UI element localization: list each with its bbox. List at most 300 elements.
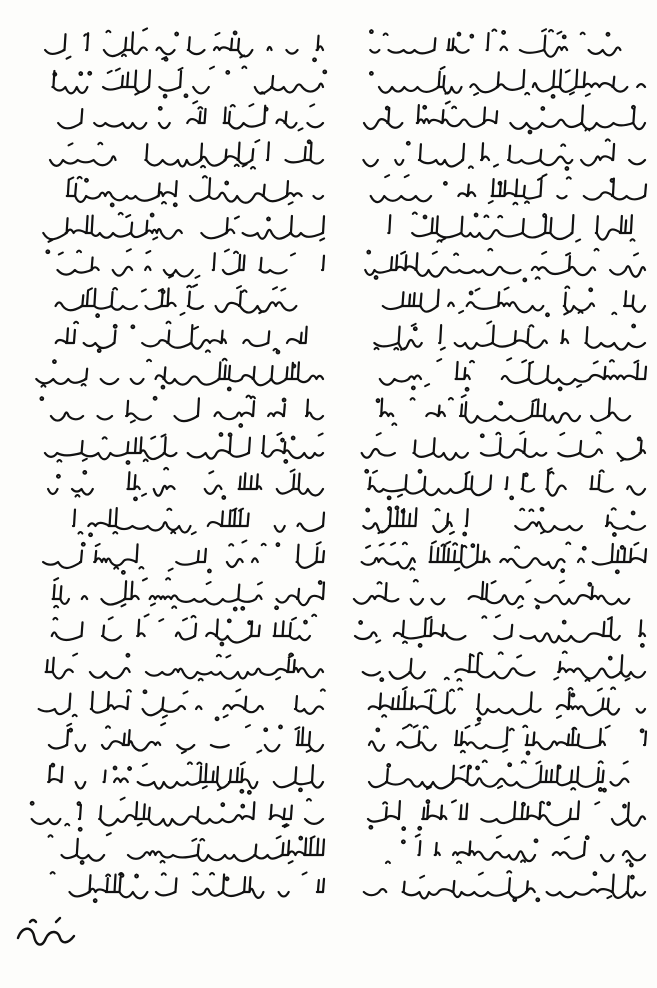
diacritic-mark: [427, 616, 431, 618]
diacritic-mark: [162, 291, 165, 294]
diacritic-mark: [127, 654, 130, 657]
diacritic-mark: [370, 30, 373, 33]
diacritic-mark: [471, 545, 474, 548]
diacritic-mark: [151, 214, 154, 217]
diacritic-mark: [387, 764, 390, 767]
diacritic-mark: [225, 249, 229, 251]
diacritic-mark: [161, 861, 165, 863]
diacritic-mark: [377, 433, 381, 435]
diacritic-mark: [48, 835, 52, 837]
diacritic-mark: [494, 164, 498, 166]
handwriting-stroke: [365, 398, 630, 422]
diacritic-mark: [171, 531, 175, 533]
diacritic-mark: [164, 94, 167, 97]
diacritic-mark: [450, 532, 454, 534]
diacritic-mark: [475, 214, 478, 217]
left-column-line-19: [38, 687, 328, 721]
diacritic-mark: [89, 533, 92, 536]
handwriting-stroke: [43, 545, 324, 569]
diacritic-mark: [83, 471, 86, 474]
diacritic-mark: [179, 68, 183, 70]
right-column-line-21: [360, 760, 650, 794]
diacritic-mark: [292, 617, 296, 619]
diacritic-mark: [144, 459, 148, 461]
diacritic-mark: [595, 802, 599, 804]
diacritic-mark: [273, 287, 277, 289]
diacritic-mark: [402, 841, 405, 844]
diacritic-mark: [641, 644, 644, 647]
diacritic-mark: [267, 218, 270, 221]
diacritic-mark: [242, 66, 246, 68]
diacritic-mark: [375, 276, 378, 279]
diacritic-mark: [525, 92, 529, 94]
diacritic-mark: [31, 802, 34, 805]
diacritic-mark: [375, 348, 379, 350]
diacritic-mark: [114, 325, 117, 328]
diacritic-mark: [241, 607, 244, 610]
diacritic-mark: [226, 877, 229, 880]
diacritic-mark: [414, 580, 418, 582]
diacritic-mark: [388, 507, 391, 510]
diacritic-mark: [476, 289, 480, 291]
diacritic-mark: [264, 729, 267, 732]
diacritic-mark: [54, 578, 58, 580]
diacritic-mark: [540, 801, 544, 803]
diacritic-mark: [599, 788, 602, 791]
diacritic-mark: [241, 804, 244, 807]
diacritic-mark: [279, 726, 282, 729]
diacritic-mark: [193, 101, 197, 103]
diacritic-mark: [121, 604, 125, 606]
diacritic-mark: [446, 542, 450, 544]
diacritic-mark: [529, 509, 533, 511]
right-column-line-10: [360, 357, 650, 391]
diacritic-mark: [520, 431, 524, 433]
diacritic-mark: [436, 509, 440, 511]
diacritic-mark: [634, 543, 638, 545]
diacritic-mark: [484, 216, 488, 218]
diacritic-mark: [283, 399, 286, 402]
handwriting-stroke: [363, 654, 645, 679]
diacritic-mark: [319, 581, 322, 584]
diacritic-mark: [610, 360, 614, 362]
diacritic-mark: [571, 788, 575, 790]
diacritic-mark: [154, 397, 157, 400]
diacritic-mark: [492, 29, 496, 31]
diacritic-mark: [634, 361, 638, 363]
diacritic-mark: [638, 437, 641, 440]
diacritic-mark: [441, 238, 445, 240]
diacritic-mark: [106, 31, 110, 33]
diacritic-mark: [73, 654, 77, 656]
diacritic-mark: [424, 727, 428, 729]
diacritic-mark: [153, 237, 157, 239]
diacritic-mark: [142, 290, 146, 292]
diacritic-mark: [572, 693, 575, 696]
diacritic-mark: [458, 688, 462, 690]
diacritic-mark: [385, 176, 389, 178]
diacritic-mark: [626, 860, 630, 862]
diacritic-mark: [452, 800, 456, 802]
diacritic-mark: [401, 251, 405, 253]
right-column-line-16: [360, 577, 650, 611]
handwriting-stroke: [47, 253, 324, 276]
diacritic-mark: [194, 327, 198, 329]
left-column-line-12: [38, 431, 328, 465]
handwriting-stroke: [47, 325, 307, 349]
diacritic-mark: [502, 31, 505, 34]
diacritic-mark: [77, 250, 81, 252]
handwriting-stroke: [52, 70, 323, 93]
right-column-line-5: [360, 174, 650, 208]
diacritic-mark: [606, 139, 610, 141]
diacritic-mark: [277, 433, 281, 435]
diacritic-mark: [131, 420, 135, 422]
diacritic-mark: [162, 386, 165, 389]
diacritic-mark: [457, 862, 461, 864]
diacritic-mark: [594, 872, 597, 875]
diacritic-mark: [424, 216, 427, 219]
handwriting-stroke: [374, 325, 645, 349]
diacritic-mark: [437, 240, 441, 242]
diacritic-mark: [607, 896, 611, 898]
diacritic-mark: [376, 729, 379, 732]
right-column-line-17: [360, 614, 650, 648]
diacritic-mark: [469, 166, 473, 168]
diacritic-mark: [106, 874, 110, 876]
diacritic-mark: [412, 324, 416, 326]
diacritic-mark: [183, 691, 187, 693]
right-column-line-12: [360, 431, 650, 465]
handwriting-stroke: [363, 143, 645, 166]
diacritic-mark: [241, 762, 245, 764]
diacritic-mark: [611, 687, 615, 689]
diacritic-mark: [103, 437, 107, 439]
diacritic-mark: [145, 614, 149, 616]
diacritic-mark: [413, 212, 417, 214]
diacritic-mark: [193, 285, 197, 287]
diacritic-mark: [242, 541, 246, 543]
diacritic-mark: [135, 874, 138, 877]
diacritic-mark: [79, 72, 82, 75]
diacritic-mark: [411, 398, 415, 400]
diacritic-mark: [169, 569, 173, 571]
diacritic-mark: [566, 253, 570, 255]
diacritic-mark: [246, 726, 250, 728]
diacritic-mark: [378, 582, 382, 584]
diacritic-mark: [466, 388, 469, 391]
right-column-line-2: [360, 65, 650, 99]
diacritic-mark: [54, 606, 58, 608]
diacritic-mark: [408, 725, 412, 727]
diacritic-mark: [234, 32, 237, 35]
diacritic-mark: [299, 837, 302, 840]
diacritic-mark: [383, 802, 387, 804]
diacritic-mark: [262, 544, 266, 546]
signature: [12, 908, 82, 958]
diacritic-mark: [234, 251, 238, 253]
diacritic-mark: [563, 652, 567, 654]
diacritic-mark: [265, 108, 268, 111]
diacritic-mark: [567, 178, 571, 180]
handwriting-stroke: [370, 33, 620, 57]
diacritic-mark: [384, 33, 388, 35]
diacritic-mark: [515, 547, 519, 549]
diacritic-mark: [403, 641, 407, 643]
diacritic-mark: [462, 546, 466, 548]
diacritic-mark: [237, 286, 241, 288]
diacritic-mark: [82, 384, 86, 386]
diacritic-mark: [289, 861, 293, 863]
diacritic-mark: [427, 800, 430, 803]
handwriting-stroke: [367, 841, 645, 861]
diacritic-mark: [144, 690, 147, 693]
diacritic-mark: [79, 828, 82, 831]
diacritic-mark: [586, 93, 590, 95]
diacritic-mark: [513, 898, 516, 901]
right-column-line-13: [360, 467, 650, 501]
diacritic-mark: [416, 835, 420, 837]
diacritic-mark: [303, 872, 307, 874]
diacritic-mark: [542, 251, 546, 253]
handwriting-stroke: [368, 801, 645, 826]
diacritic-mark: [367, 250, 370, 253]
diacritic-mark: [139, 567, 143, 569]
diacritic-mark: [208, 570, 211, 573]
handwriting-stroke: [373, 290, 645, 312]
left-column-line-24: [38, 870, 328, 904]
right-column-line-3: [360, 101, 650, 135]
diacritic-mark: [518, 606, 522, 608]
left-column-line-6: [38, 211, 328, 245]
diacritic-mark: [96, 314, 99, 317]
diacritic-mark: [106, 727, 110, 729]
diacritic-mark: [78, 177, 82, 179]
diacritic-mark: [391, 543, 395, 545]
diacritic-mark: [293, 365, 296, 368]
diacritic-mark: [488, 248, 492, 250]
diacritic-mark: [508, 763, 511, 766]
diacritic-mark: [167, 508, 171, 510]
diacritic-mark: [599, 761, 603, 763]
diacritic-mark: [441, 347, 445, 349]
handwriting-stroke: [32, 802, 323, 826]
diacritic-mark: [566, 70, 570, 72]
handwriting-stroke: [43, 216, 324, 240]
diacritic-mark: [621, 458, 625, 460]
right-column-line-7: [360, 248, 650, 282]
diacritic-mark: [96, 544, 100, 546]
diacritic-mark: [386, 862, 390, 864]
left-column-line-9: [38, 321, 328, 355]
right-column-line-14: [360, 504, 650, 538]
diacritic-mark: [69, 178, 73, 180]
handwriting-stroke: [364, 874, 645, 898]
diacritic-mark: [569, 688, 573, 690]
left-column-line-5: [38, 174, 328, 208]
diacritic-mark: [183, 618, 187, 620]
diacritic-mark: [69, 729, 72, 732]
diacritic-mark: [543, 175, 547, 177]
diacritic-mark: [203, 177, 207, 179]
diacritic-mark: [595, 249, 599, 251]
diacritic-mark: [257, 751, 261, 753]
diacritic-mark: [88, 72, 91, 75]
diacritic-mark: [312, 614, 316, 616]
diacritic-mark: [51, 872, 55, 874]
diacritic-mark: [74, 322, 78, 324]
handwriting-stroke: [371, 179, 646, 202]
diacritic-mark: [319, 433, 323, 435]
diacritic-mark: [135, 92, 139, 94]
diacritic-mark: [577, 385, 581, 387]
diacritic-mark: [73, 715, 77, 717]
diacritic-mark: [127, 461, 130, 464]
diacritic-mark: [313, 58, 316, 61]
diacritic-mark: [146, 251, 150, 253]
left-column-line-18: [38, 650, 328, 684]
diacritic-mark: [159, 619, 163, 621]
diacritic-mark: [414, 726, 418, 728]
right-column-line-19: [360, 687, 650, 721]
handwriting-stroke: [49, 508, 324, 532]
diacritic-mark: [560, 433, 564, 435]
diacritic-mark: [229, 544, 233, 546]
diacritic-mark: [320, 238, 324, 240]
diacritic-mark: [57, 460, 61, 462]
diacritic-mark: [432, 689, 436, 691]
diacritic-mark: [405, 176, 409, 178]
diacritic-mark: [483, 761, 487, 763]
diacritic-mark: [289, 203, 293, 205]
diacritic-mark: [423, 106, 426, 109]
diacritic-mark: [48, 240, 52, 242]
diacritic-mark: [191, 615, 195, 617]
diacritic-mark: [221, 803, 224, 806]
diacritic-mark: [566, 167, 569, 170]
right-column-line-1: [360, 28, 650, 62]
diacritic-mark: [291, 470, 295, 472]
diacritic-mark: [207, 582, 211, 584]
left-column-line-8: [38, 284, 328, 318]
diacritic-mark: [425, 690, 429, 692]
diacritic-mark: [499, 653, 503, 655]
diacritic-mark: [222, 496, 225, 499]
handwriting-stroke: [48, 472, 323, 495]
diacritic-mark: [414, 327, 417, 330]
diacritic-mark: [527, 752, 530, 755]
diacritic-mark: [235, 164, 239, 166]
diacritic-mark: [192, 839, 196, 841]
diacritic-mark: [251, 397, 255, 399]
diacritic-mark: [460, 766, 464, 768]
diacritic-mark: [499, 402, 502, 405]
diacritic-mark: [276, 678, 280, 680]
right-column-line-6: [360, 211, 650, 245]
handwriting-stroke: [34, 142, 323, 166]
diacritic-mark: [209, 471, 213, 473]
diacritic-mark: [308, 140, 311, 143]
diacritic-mark: [59, 252, 63, 254]
diacritic-mark: [366, 546, 370, 548]
diacritic-mark: [470, 292, 473, 295]
diacritic-mark: [626, 679, 630, 681]
diacritic-mark: [624, 761, 628, 763]
diacritic-mark: [321, 689, 325, 691]
diacritic-mark: [119, 213, 123, 215]
diacritic-mark: [445, 678, 449, 680]
diacritic-mark: [114, 568, 118, 570]
diacritic-mark: [613, 533, 616, 536]
diacritic-mark: [369, 825, 372, 828]
diacritic-mark: [561, 570, 564, 573]
diacritic-mark: [398, 495, 402, 497]
diacritic-mark: [274, 349, 278, 351]
diacritic-mark: [403, 543, 407, 545]
diacritic-mark: [291, 253, 295, 255]
handwriting-stroke: [369, 728, 646, 751]
diacritic-mark: [239, 508, 243, 510]
handwriting-stroke: [46, 658, 323, 679]
diacritic-mark: [307, 799, 311, 801]
diacritic-mark: [317, 543, 321, 545]
left-column-line-14: [38, 504, 328, 538]
diacritic-mark: [376, 640, 380, 642]
diacritic-mark: [541, 508, 544, 511]
diacritic-mark: [172, 606, 176, 608]
diacritic-mark: [529, 131, 532, 134]
diacritic-mark: [446, 102, 450, 104]
diacritic-mark: [206, 350, 210, 352]
diacritic-mark: [632, 511, 635, 514]
diacritic-mark: [543, 214, 546, 217]
diacritic-mark: [94, 899, 97, 902]
diacritic-mark: [161, 434, 165, 436]
handwriting-stroke: [369, 766, 628, 789]
diacritic-mark: [143, 578, 147, 580]
diacritic-mark: [550, 472, 554, 474]
diacritic-mark: [558, 766, 561, 769]
diacritic-mark: [410, 569, 414, 571]
diacritic-mark: [217, 655, 221, 657]
right-column-line-4: [360, 138, 650, 172]
diacritic-mark: [113, 288, 117, 290]
diacritic-mark: [304, 620, 307, 623]
diacritic-mark: [478, 718, 481, 721]
diacritic-mark: [536, 277, 540, 279]
diacritic-mark: [126, 215, 130, 217]
diacritic-mark: [185, 94, 188, 97]
left-column-line-16: [38, 577, 328, 611]
diacritic-mark: [548, 469, 552, 471]
diacritic-mark: [370, 72, 373, 75]
right-column-line-9: [360, 321, 650, 355]
diacritic-mark: [565, 287, 569, 289]
diacritic-mark: [251, 167, 255, 169]
diacritic-mark: [240, 790, 243, 793]
diacritic-mark: [510, 497, 513, 500]
diacritic-mark: [122, 55, 126, 57]
diacritic-mark: [579, 312, 583, 314]
diacritic-mark: [507, 871, 511, 873]
diacritic-mark: [565, 837, 569, 839]
diacritic-mark: [220, 433, 223, 436]
diacritic-mark: [161, 724, 165, 726]
diacritic-mark: [476, 724, 480, 726]
diacritic-mark: [121, 797, 125, 799]
diacritic-mark: [470, 361, 474, 363]
diacritic-mark: [299, 788, 302, 791]
